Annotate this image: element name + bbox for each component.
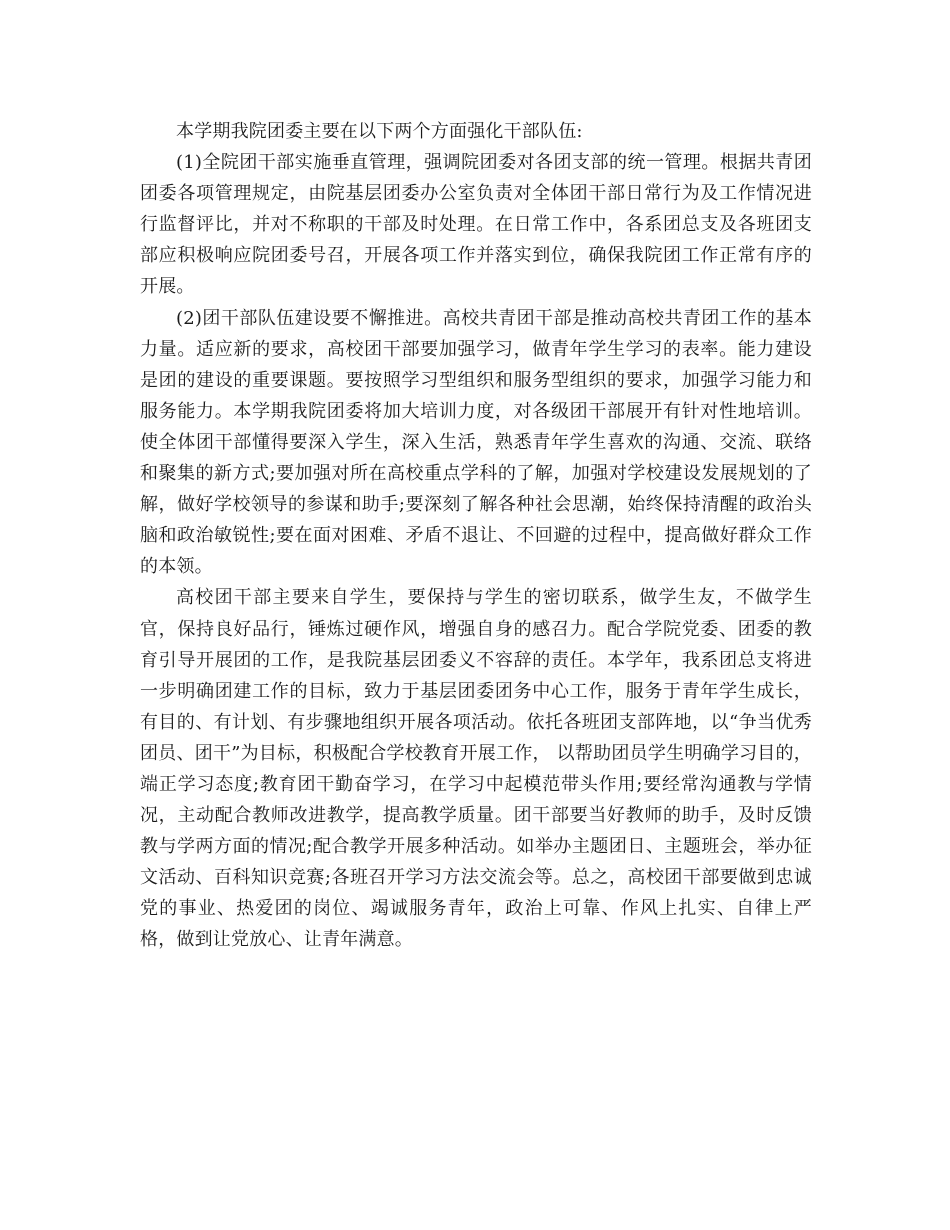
paragraph-closing: 高校团干部主要来自学生，要保持与学生的密切联系，做学生友，不做学生官，保持良好品行，锤炼过硬作风，增强自身的感召力。配合学院党委、团委的教育引导开展团的工作，是我院基层团委义不容辞的责任。本学年，我系团总支将进一步明确团建工作的目标，致力于基层团委团务中心工作，服务于青年学生成长，有目的、有计划、有步骤地组织开展各项活动。依托各班团支部阵地，以“争当优秀团员、团干”为目标，积极配合学校教育开展工作， 以帮助团员学生明确学习目的，端正学习态度;教育团干勤奋学习，在学习中起模范带头作用;要经常沟通教与学情况，主动配合教师改进教学，提高教学质量。团干部要当好教师的助手，及时反馈教与学两方面的情况;配合教学开展多种活动。如举办主题团日、主题班会，举办征文活动、百科知识竞赛;各班召开学习方法交流会等。总之，高校团干部要做到忠诚党的事业、热爱团的岗位、竭诚服务青年，政治上可靠、作风上扎实、自律上严格，做到让党放心、让青年满意。 — [140, 587, 812, 951]
paragraph-point-2: (2)团干部队伍建设要不懈推进。高校共青团干部是推动高校共青团工作的基本力量。适应新的要求，高校团干部要加强学习，做青年学生学习的表率。能力建设是团的建设的重要课题。要按照学习型组织和服务型组织的要求，加强学习能力和服务能力。本学期我院团委将加大培训力度，对各级团干部展开有针对性地培训。使全体团干部懂得要深入学生，深入生活，熟悉青年学生喜欢的沟通、交流、联络和聚集的新方式;要加强对所在高校重点学科的了解，加强对学校建设发展规划的了解，做好学校领导的参谋和助手;要深刻了解各种社会思潮，始终保持清醒的政治头脑和政治敏锐性;要在面对困难、矛盾不退让、不回避的过程中，提高做好群众工作的本领。 — [140, 307, 812, 578]
document-body — [140, 116, 812, 956]
paragraph-intro: 本学期我院团委主要在以下两个方面强化干部队伍: — [176, 121, 583, 142]
paragraph-point-1: (1)全院团干部实施垂直管理，强调院团委对各团支部的统一管理。根据共青团团委各项管理规定，由院基层团委办公室负责对全体团干部日常行为及工作情况进行监督评比，并对不称职的干部及时处理。在日常工作中，各系团总支及各班团支部应积极响应院团委号召，开展各项工作并落实到位，确保我院团工作正常有序的开展。 — [140, 152, 812, 298]
